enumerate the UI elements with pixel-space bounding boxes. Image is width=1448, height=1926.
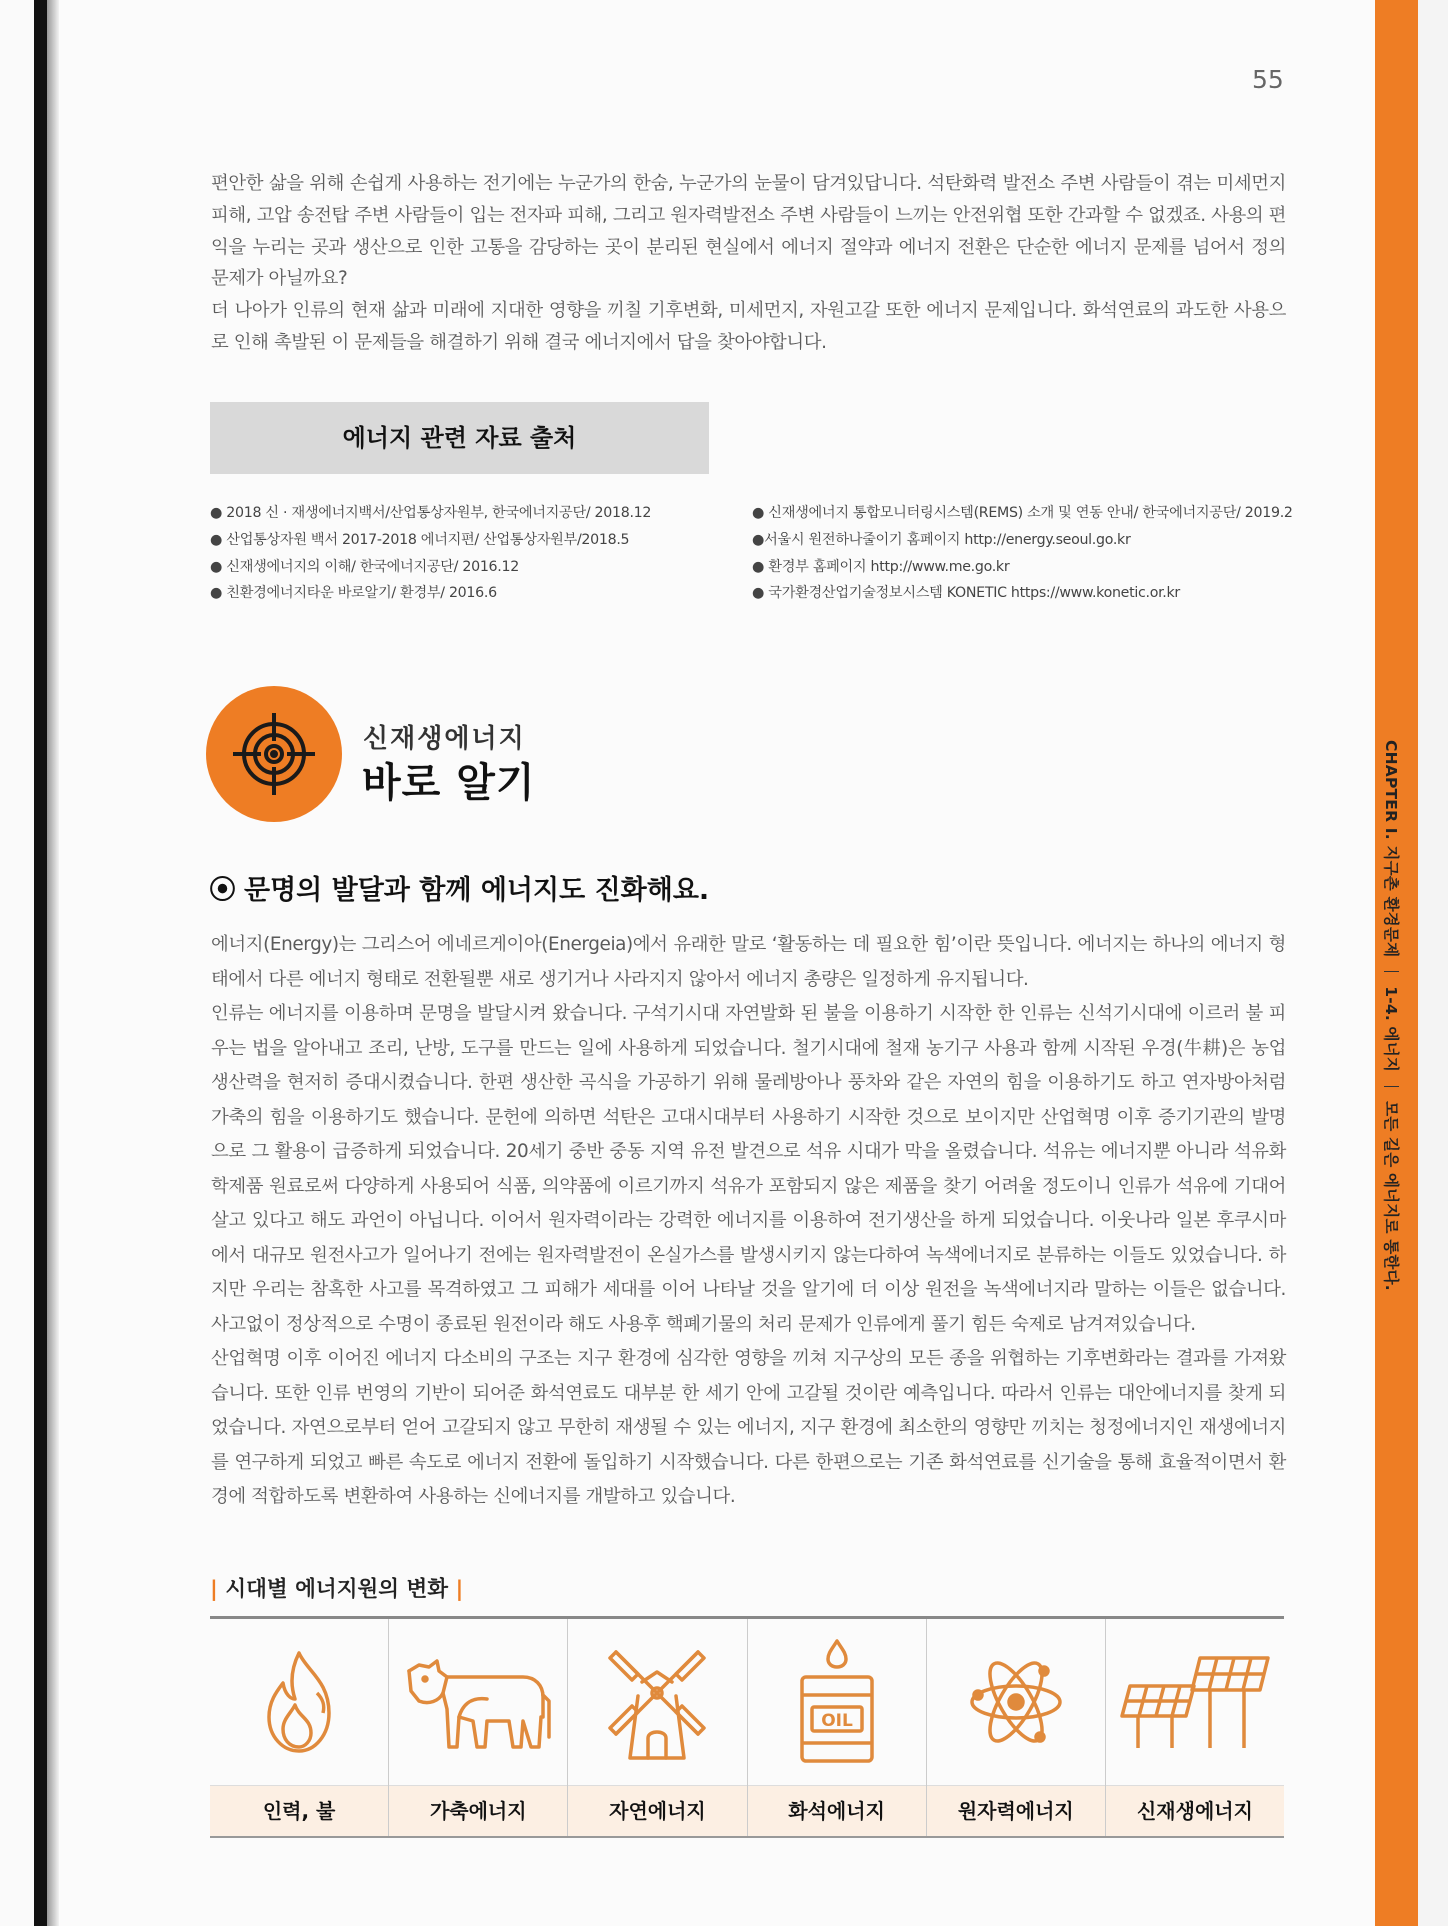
target-badge bbox=[206, 686, 342, 822]
era-cell-renewable bbox=[1106, 1619, 1284, 1836]
oil-label: OIL bbox=[820, 1710, 853, 1731]
binding-shadow bbox=[47, 0, 59, 1926]
bullet-circle-icon: ⦿ bbox=[209, 875, 236, 906]
cow-icon bbox=[403, 1647, 553, 1757]
section-heading-text: 문명의 발달과 함께 에너지도 진화해요. bbox=[244, 875, 710, 906]
oil-barrel-icon bbox=[792, 1637, 882, 1767]
era-label: 가축에너지 bbox=[389, 1785, 567, 1836]
era-label: 화석에너지 bbox=[748, 1785, 926, 1836]
sources-title: 에너지 관련 자료 출처 bbox=[210, 402, 709, 474]
target-icon bbox=[231, 711, 317, 797]
title-bar-right: | bbox=[455, 1577, 464, 1602]
solar-panel-icon bbox=[1120, 1652, 1270, 1752]
body-paragraph: 산업혁명 이후 이어진 에너지 다소비의 구조는 지구 환경에 심각한 영향을 끼쳐 지구상의 모든 종을 위협하는 기후변화라는 결과를 가져왔습니다. 또한 인류 번영의 기반이 되어준 화석연료도 대부분 한 세기 안에 고갈될 것이란 예측입니다. 따라서 인류는 대안에너지를 찾게 되었습니다. 자연으로부터 얻어 고갈되지 않고 무한히 재생될 수 있는 에너지, 지구 환경에 최소한의 영향만 끼치는 청정에너지인 재생에너지를 연구하게 되었고 빠른 속도로 에너지 전환에 돌입하기 시작했습니다. 다른 한편으로는 기존 화석연료를 신기술을 통해 효율적이면서 환경에 적합하도록 변환하여 사용하는 신에너지를 개발하고 있습니다. bbox=[211, 1348, 1286, 1507]
sources-list-right bbox=[752, 500, 1293, 607]
windmill-icon bbox=[602, 1642, 712, 1762]
intro-text bbox=[211, 168, 1286, 359]
era-label: 원자력에너지 bbox=[927, 1785, 1105, 1836]
source-item: ● 국가환경산업기술정보시스템 KONETIC https://www.konetic.or.kr bbox=[752, 585, 1180, 602]
flame-icon bbox=[249, 1647, 349, 1757]
chapter-running-head bbox=[1381, 740, 1403, 1291]
body-paragraph: 에너지(Energy)는 그리스어 에네르게이아(Energeia)에서 유래한 말로 ‘활동하는 데 필요한 힘’이란 뜻입니다. 에너지는 하나의 에너지 형태에서 다른 에너지 형태로 전환될뿐 새로 생기거나 사라지지 않아서 에너지 총량은 일정하게 유지됩니다. bbox=[211, 934, 1286, 990]
era-cell-fire bbox=[210, 1619, 389, 1836]
era-label: 자연에너지 bbox=[568, 1785, 746, 1836]
chapter-divider bbox=[1384, 1086, 1399, 1087]
title-bar-left: | bbox=[210, 1577, 218, 1602]
era-label: 신재생에너지 bbox=[1106, 1785, 1284, 1836]
section-body bbox=[211, 928, 1286, 1515]
chapter-divider bbox=[1384, 971, 1399, 972]
atom-icon bbox=[966, 1657, 1066, 1747]
body-paragraph: 인류는 에너지를 이용하며 문명을 발달시켜 왔습니다. 구석기시대 자연발화 된 불을 이용하기 시작한 한 인류는 신석기시대에 이르러 불 피우는 법을 알아내고 조리, 난방, 도구를 만드는 일에 사용하게 되었습니다. 철기시대에 철재 농기구 사용과 함께 시작된 우경(牛耕)은 농업생산력을 현저히 증대시켰습니다. 한편 생산한 곡식을 가공하기 위해 물레방아나 풍차와 같은 자연의 힘을 이용하기도 하고 연자방아처럼 가축의 힘을 이용하기도 했습니다. 문헌에 의하면 석탄은 고대시대부터 사용하기 시작한 것으로 보이지만 산업혁명 이후 증기기관의 발명으로 그 활용이 급증하게 되었습니다. 20세기 중반 중동 지역 유전 발견으로 석유 시대가 막을 올렸습니다. 석유는 에너지뿐 아니라 석유화학제품 원료로써 다양하게 사용되어 식품, 의약품에 이르기까지 석유가 포함되지 않은 제품을 찾기 어려울 정도이니 인류가 석유에 기대어 살고 있다고 해도 과언이 아닙니다. 이어서 원자력이라는 강력한 에너지를 이용하여 전기생산을 하게 되었습니다. 이웃나라 일본 후쿠시마에서 대규모 원전사고가 일어나기 전에는 원자력발전이 온실가스를 발생시키지 않는다하여 녹색에너지로 분류하는 이들도 있었습니다. 하지만 우리는 참혹한 사고를 목격하였고 그 피해가 세대를 이어 나타날 것을 알기에 더 이상 원전을 녹색에너지라 말하는 이들은 없습니다. 사고없이 정상적으로 수명이 종료된 원전이라 해도 사용후 핵폐기물의 처리 문제가 인류에게 풀기 힘든 숙제로 남겨져있습니다. bbox=[211, 1003, 1286, 1335]
era-label: 인력, 불 bbox=[210, 1785, 388, 1836]
badge-title: 바로 알기 bbox=[362, 760, 536, 806]
page-number: 55 bbox=[1252, 65, 1284, 94]
era-cell-nuclear bbox=[927, 1619, 1106, 1836]
source-item: ● 신재생에너지 통합모니터링시스템(REMS) 소개 및 연동 안내/ 한국에너지공단/ 2019.2 bbox=[752, 505, 1293, 521]
section-heading bbox=[209, 868, 709, 907]
chapter-section: 1-4. 에너지 bbox=[1382, 986, 1400, 1073]
source-item: ● 산업통상자원 백서 2017-2018 에너지편/ 산업통상자원부/2018.5 bbox=[210, 531, 630, 548]
chapter-tagline: 모든 길은 에너지로 통한다. bbox=[1382, 1101, 1400, 1291]
intro-paragraph: 더 나아가 인류의 현재 삶과 미래에 지대한 영향을 끼칠 기후변화, 미세먼지, 자원고갈 또한 에너지 문제입니다. 화석연료의 과도한 사용으로 인해 촉발된 이 문제들을 해결하기 위해 결국 에너지에서 답을 찾아야합니다. bbox=[211, 300, 1286, 353]
chapter-label: CHAPTER I. 지구촌 환경문제 bbox=[1382, 740, 1400, 958]
binding-edge bbox=[34, 0, 47, 1926]
source-item: ●서울시 원전하나줄이기 홈페이지 http://energy.seoul.go.kr bbox=[752, 531, 1131, 548]
era-cell-livestock bbox=[389, 1619, 568, 1836]
sources-list-left bbox=[210, 500, 651, 607]
source-item: ● 신재생에너지의 이해/ 한국에너지공단/ 2016.12 bbox=[210, 558, 519, 575]
era-cell-nature bbox=[568, 1619, 747, 1836]
era-table-title-text: 시대별 에너지원의 변화 bbox=[225, 1577, 449, 1602]
intro-paragraph: 편안한 삶을 위해 손쉽게 사용하는 전기에는 누군가의 한숨, 누군가의 눈물이 담겨있답니다. 석탄화력 발전소 주변 사람들이 겪는 미세먼지 피해, 고압 송전탑 주변 사람들이 입는 전자파 피해, 그리고 원자력발전소 주변 사람들이 느끼는 안전위협 또한 간과할 수 없겠죠. 사용의 편익을 누리는 곳과 생산으로 인한 고통을 감당하는 곳이 분리된 현실에서 에너지 절약과 에너지 전환은 단순한 에너지 문제를 넘어서 정의 문제가 아닐까요? bbox=[211, 173, 1286, 290]
source-item: ● 친환경에너지타운 바로알기/ 환경부/ 2016.6 bbox=[210, 585, 497, 602]
era-table bbox=[210, 1616, 1284, 1838]
badge-subtitle: 신재생에너지 bbox=[363, 724, 526, 754]
page-edge bbox=[1418, 0, 1448, 1926]
era-cell-fossil bbox=[748, 1619, 927, 1836]
era-table-title bbox=[210, 1572, 463, 1603]
source-item: ● 2018 신 · 재생에너지백서/산업통상자원부, 한국에너지공단/ 2018.12 bbox=[210, 505, 652, 521]
source-item: ● 환경부 홈페이지 http://www.me.go.kr bbox=[752, 558, 1010, 575]
